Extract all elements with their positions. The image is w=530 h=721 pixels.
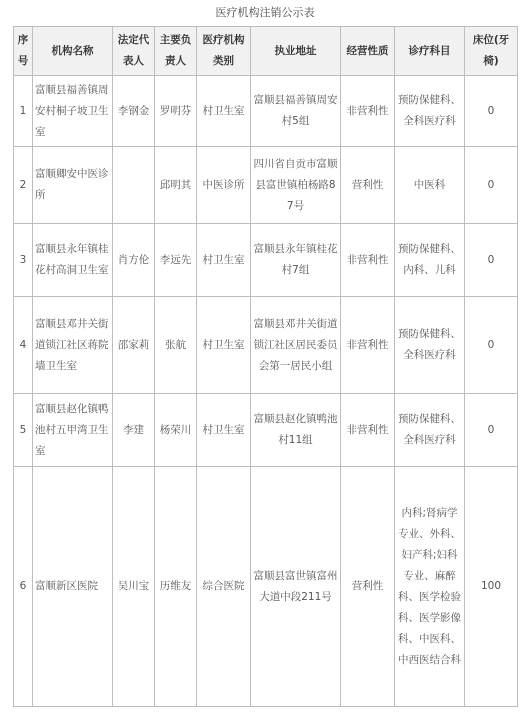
- cell-legal-rep: 吴川宝: [113, 467, 155, 707]
- cell-org-name: 富顺县永年镇桂花村高洞卫生室: [33, 224, 113, 297]
- cell-nature: 非营利性: [341, 297, 395, 394]
- cell-category: 村卫生室: [197, 224, 251, 297]
- cell-category: 中医诊所: [197, 147, 251, 224]
- table-header-row: [14, 27, 518, 76]
- cell-principal: 邱明其: [155, 147, 197, 224]
- cell-subjects: 预防保健科、全科医疗科: [395, 76, 465, 147]
- cell-principal: 杨荣川: [155, 394, 197, 467]
- header-principal: 主要负责人: [155, 27, 197, 76]
- cell-legal-rep: 李钢金: [113, 76, 155, 147]
- cell-address: 富顺县永年镇桂花村7组: [251, 224, 341, 297]
- cell-category: 村卫生室: [197, 394, 251, 467]
- cell-legal-rep: [113, 147, 155, 224]
- cell-principal: 李远先: [155, 224, 197, 297]
- cell-nature: 营利性: [341, 467, 395, 707]
- cell-beds: 0: [465, 297, 518, 394]
- header-legal-rep: 法定代表人: [113, 27, 155, 76]
- cell-subjects: 中医科: [395, 147, 465, 224]
- cell-subjects: 预防保健科、全科医疗科: [395, 297, 465, 394]
- cell-subjects: 预防保健科、内科、儿科: [395, 224, 465, 297]
- cell-org-name: 富顺新区医院: [33, 467, 113, 707]
- table-row: [14, 467, 518, 707]
- cell-org-name: 富顺县邓井关街道锁江社区蒋院墙卫生室: [33, 297, 113, 394]
- cell-index: 1: [14, 76, 33, 147]
- cell-category: 村卫生室: [197, 297, 251, 394]
- cell-address: 富顺县赵化镇鸭池村11组: [251, 394, 341, 467]
- cell-category: 村卫生室: [197, 76, 251, 147]
- cell-nature: 非营利性: [341, 224, 395, 297]
- cell-nature: 非营利性: [341, 394, 395, 467]
- table-row: [14, 147, 518, 224]
- cell-nature: 非营利性: [341, 76, 395, 147]
- cell-index: 3: [14, 224, 33, 297]
- cell-beds: 100: [465, 467, 518, 707]
- cell-index: 6: [14, 467, 33, 707]
- cell-address: 四川省自贡市富顺县富世镇柏杨路87号: [251, 147, 341, 224]
- header-subjects: 诊疗科目: [395, 27, 465, 76]
- table-row: [14, 297, 518, 394]
- cell-subjects: 内科;肾病学专业、外科、妇产科;妇科专业、麻醉科、医学检验科、医学影像科、中医科、中西医结合科: [395, 467, 465, 707]
- header-address: 执业地址: [251, 27, 341, 76]
- cell-address: 富顺县邓井关街道锁江社区居民委员会第一居民小组: [251, 297, 341, 394]
- cell-legal-rep: 肖方伦: [113, 224, 155, 297]
- table-row: [14, 76, 518, 147]
- cell-org-name: 富顺卿安中医诊所: [33, 147, 113, 224]
- cell-principal: 历维友: [155, 467, 197, 707]
- header-beds: 床位(牙椅): [465, 27, 518, 76]
- header-nature: 经营性质: [341, 27, 395, 76]
- cell-index: 4: [14, 297, 33, 394]
- cell-nature: 营利性: [341, 147, 395, 224]
- cell-legal-rep: 李建: [113, 394, 155, 467]
- cell-index: 2: [14, 147, 33, 224]
- cell-subjects: 预防保健科、全科医疗科: [395, 394, 465, 467]
- cell-principal: 罗明芬: [155, 76, 197, 147]
- cell-beds: 0: [465, 147, 518, 224]
- cell-legal-rep: 邵家莉: [113, 297, 155, 394]
- header-org-name: 机构名称: [33, 27, 113, 76]
- cell-address: 富顺县福善镇周安村5组: [251, 76, 341, 147]
- cell-org-name: 富顺县福善镇周安村桐子坡卫生室: [33, 76, 113, 147]
- cell-beds: 0: [465, 224, 518, 297]
- cell-beds: 0: [465, 394, 518, 467]
- table-row: [14, 394, 518, 467]
- cell-index: 5: [14, 394, 33, 467]
- cell-beds: 0: [465, 76, 518, 147]
- header-index: 序号: [14, 27, 33, 76]
- table-row: [14, 224, 518, 297]
- page-title: 医疗机构注销公示表: [215, 6, 315, 19]
- header-category: 医疗机构类别: [197, 27, 251, 76]
- cell-org-name: 富顺县赵化镇鸭池村五甲湾卫生室: [33, 394, 113, 467]
- cell-principal: 张航: [155, 297, 197, 394]
- cell-address: 富顺县富世镇富州大道中段211号: [251, 467, 341, 707]
- cell-category: 综合医院: [197, 467, 251, 707]
- deregistration-table: [13, 26, 518, 707]
